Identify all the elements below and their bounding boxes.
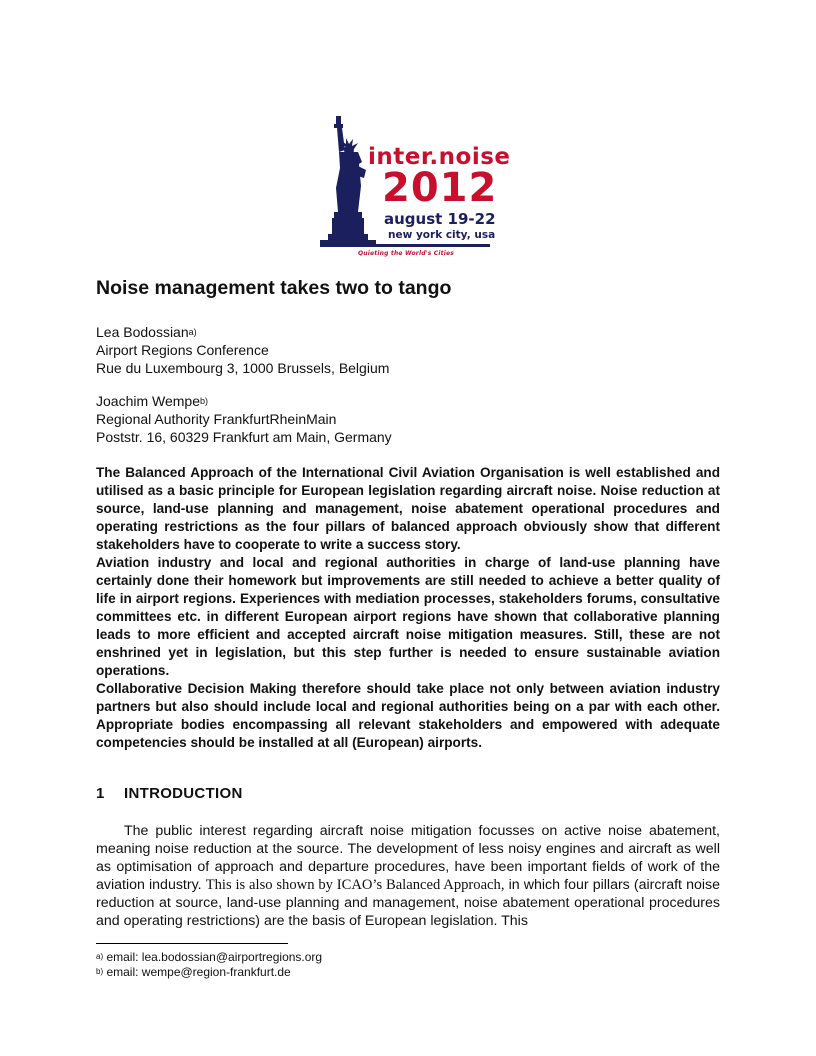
author-name: Joachim Wempe$^{b)}$ (96, 393, 209, 409)
abstract (96, 464, 720, 752)
footnote-marker: b) (200, 396, 209, 406)
abstract-paragraph: Collaborative Decision Making therefore should take place not only between aviation industry partners but also should include local and regional authorities being on a par with each other. Appropriate bodies encompassing all relevant stakeholders and empowered with adequate competencies should be installed at all (European) airports. (96, 681, 720, 750)
footnote-email: email: lea.bodossian@airportregions.org (103, 950, 323, 964)
logo-dates: august 19-22 (384, 210, 496, 228)
intro-paragraph: The public interest regarding aircraft noise mitigation focusses on active noise abatement, meaning noise reduction at the source. The development of less noisy engines and aircraft as well as optimisation of approach and departure procedures, have been important fields of work of the aviation industry. This is also shown by ICAO’s Balanced Approach, in which four pillars (aircraft noise reduction at source, land-use planning and management, noise abatement operational procedures and operating restrictions) are the basis of European legislation. This (96, 823, 721, 929)
footnote: $^{b)}$ email: wempe@region-frankfurt.de (96, 965, 291, 979)
logo-city: new york city, usa (388, 229, 496, 241)
conference-logo (318, 116, 511, 262)
author-affiliation: Regional Authority FrankfurtRheinMain (96, 411, 337, 427)
logo-tagline: Quieting the World's Cities (358, 250, 455, 257)
abstract-paragraph: Aviation industry and local and regional authorities in charge of land-use planning have certainly done their homework but improvements are still needed to achieve a better quality of life in airport regions. Experiences with mediation processes, stakeholders forums, consultative committees etc. in different European airport regions have shown that collaborative planning leads to more efficient and accepted aircraft noise mitigation measures. Still, these are not enshrined yet in legislation, but this step further is needed to ensure sustainable aviation operations. (96, 555, 720, 678)
footnote: $^{a)}$ email: lea.bodossian@airportregions.org (96, 950, 323, 964)
paper-title: Noise management takes two to tango (96, 277, 452, 299)
author-name: Lea Bodossian$^{a)}$ (96, 324, 197, 340)
section-title: INTRODUCTION (124, 785, 243, 802)
footnote-email: email: wempe@region-frankfurt.de (103, 965, 291, 979)
footnote-divider (96, 943, 288, 944)
section-number: 1 (96, 785, 105, 802)
abstract-paragraph: The Balanced Approach of the International Civil Aviation Organisation is well established and utilised as a basic principle for European legislation regarding aircraft noise. Noise reduction at source, land-use planning and management, noise abatement operational procedures and operating restrictions as the four pillars of balanced approach obviously show that different stakeholders have to cooperate to write a success story. (96, 465, 720, 552)
author-address: Poststr. 16, 60329 Frankfurt am Main, Germany (96, 429, 392, 445)
author-affiliation: Airport Regions Conference (96, 342, 269, 358)
logo-year: 2012 (382, 165, 498, 211)
footnote-marker: a) (188, 327, 197, 337)
logo-brand: inter.noise (368, 144, 511, 170)
author-address: Rue du Luxembourg 3, 1000 Brussels, Belgium (96, 360, 390, 376)
